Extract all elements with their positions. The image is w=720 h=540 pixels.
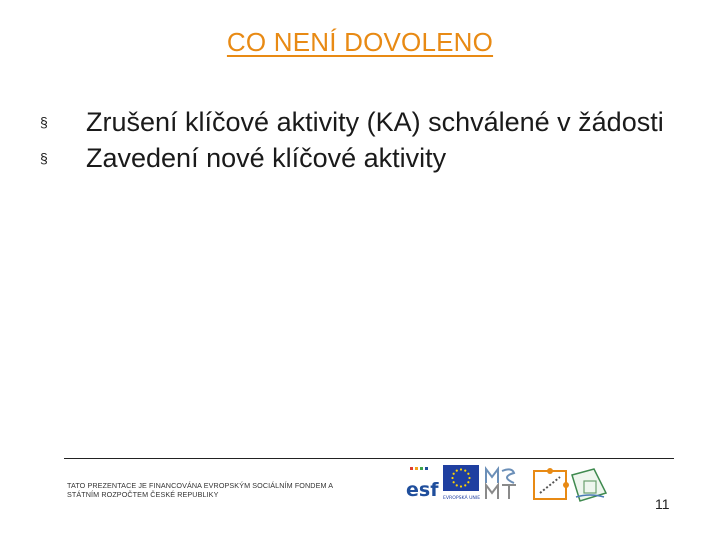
eu-star-icon [451,477,453,479]
msmt-logo [483,465,527,501]
education-building-logo [572,469,606,501]
op-puzzle-logo [534,468,569,499]
esf-text: esf [406,479,439,501]
eu-star-icon [460,485,462,487]
eu-caption: EVROPSKÁ UNIE [443,496,481,501]
funding-note: TATO PREZENTACE JE FINANCOVÁNA EVROPSKÝM SOCIÁLNÍM FONDEM A STÁTNÍM ROZPOČTEM ČESKÉ REPUBLIKY [67,481,333,499]
eu-star-icon [464,484,466,486]
sponsor-logos [404,463,610,503]
eu-star-icon [456,484,458,486]
slide-title: CO NENÍ DOVOLENO [226,27,494,57]
eu-star-icon [467,473,469,475]
bullet-item [40,104,700,140]
bullet-list [40,104,700,176]
eu-star-icon [460,468,462,470]
bullet-item [40,140,700,176]
bullet-text: Zrušení klíčové aktivity (KA) schválené v žádosti [86,107,664,137]
esf-logo [404,465,439,501]
section-sign-bullet-icon: § [40,150,48,166]
eu-star-icon [467,481,469,483]
eu-flag-logo [443,465,480,501]
eu-star-icon [464,470,466,472]
eu-star-icon [468,477,470,479]
bullet-text: Zavedení nové klíčové aktivity [86,143,447,173]
eu-star-icon [456,470,458,472]
section-sign-bullet-icon: § [40,114,48,130]
eu-star-icon [453,473,455,475]
footer-divider [64,458,674,459]
page-number: 11 [655,496,670,512]
eu-star-icon [453,481,455,483]
